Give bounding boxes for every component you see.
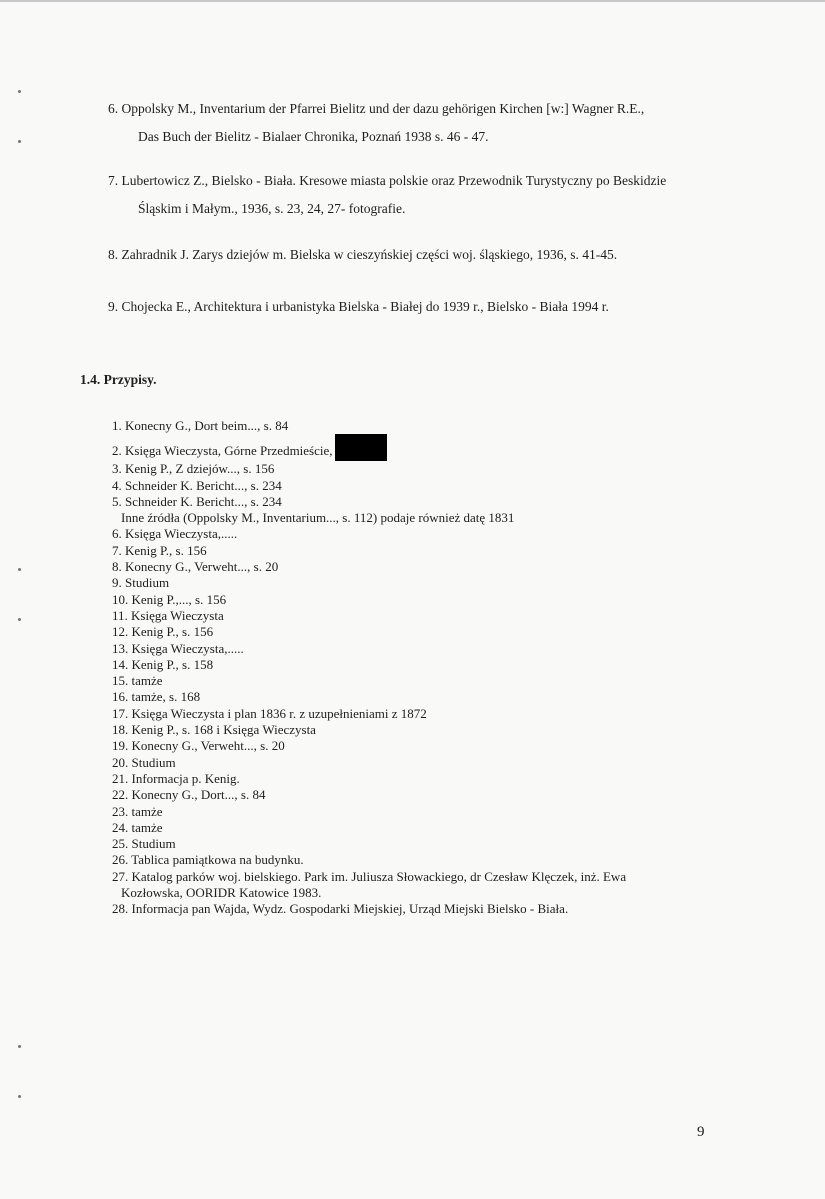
- footnote-item: [112, 804, 712, 820]
- footnote-item: [112, 771, 712, 787]
- footnote-item: [112, 418, 712, 434]
- footnote-item: [112, 592, 712, 608]
- footnote-item: [112, 673, 712, 689]
- footnote-text: 10. Kenig P.,..., s. 156: [112, 591, 227, 607]
- footnote-text: 27. Katalog parków woj. bielskiego. Park im. Juliusza Słowackiego, dr Czesław Klęczek, inż. Ewa: [112, 868, 627, 884]
- scan-speck: [18, 90, 21, 93]
- footnote-item: [112, 787, 712, 803]
- bibliography-line: 8. Zahradnik J. Zarys dziejów m. Bielska w cieszyńskiej części woj. śląskiego, 1936, s. 41-45.: [108, 247, 618, 262]
- footnote-text: 19. Konecny G., Verweht..., s. 20: [112, 738, 285, 754]
- footnote-text: 26. Tablica pamiątkowa na budynku.: [112, 852, 304, 868]
- footnote-text: 1. Konecny G., Dort beim..., s. 84: [112, 418, 289, 433]
- footnote-text: 21. Informacja p. Kenig.: [112, 770, 240, 786]
- bibliography-entry-7: [108, 171, 748, 219]
- footnote-item: [112, 820, 712, 836]
- footnote-text: 7. Kenig P., s. 156: [112, 542, 207, 558]
- scan-speck: [18, 618, 21, 621]
- bibliography-entry-6: [108, 99, 748, 147]
- footnote-item: [112, 494, 712, 510]
- footnote-text: 16. tamże, s. 168: [112, 689, 201, 705]
- footnote-item: [112, 657, 712, 673]
- bibliography-entry-8: [108, 245, 748, 265]
- footnote-text: 11. Księga Wieczysta: [112, 607, 224, 623]
- footnote-text: 28. Informacja pan Wajda, Wydz. Gospodarki Miejskiej, Urząd Miejski Bielsko - Biała.: [112, 901, 569, 917]
- footnote-text: 23. tamże: [112, 803, 163, 819]
- footnote-item: [112, 738, 712, 754]
- footnote-item: [112, 901, 712, 917]
- footnote-item-continued: [112, 510, 712, 526]
- footnote-text: Inne źródła (Oppolsky M., Inventarium..., s. 112) podaje również datę 1831: [121, 510, 515, 526]
- footnote-text: 18. Kenig P., s. 168 i Księga Wieczysta: [112, 722, 316, 738]
- footnote-item: [112, 722, 712, 738]
- scan-speck: [18, 1045, 21, 1048]
- footnote-text: 2. Księga Wieczysta, Górne Przedmieście,: [112, 443, 333, 459]
- footnote-item: [112, 624, 712, 640]
- footnote-item: [112, 641, 712, 657]
- footnote-item: [112, 575, 712, 591]
- footnote-text: 25. Studium: [112, 836, 176, 852]
- footnote-item-continued: [112, 885, 712, 901]
- footnotes-list: [112, 418, 712, 918]
- scan-speck: [18, 140, 21, 143]
- footnote-item: [112, 434, 712, 461]
- bibliography-line-continued: Śląskim i Małym., 1936, s. 23, 24, 27- fotografie.: [138, 201, 406, 216]
- scan-speck: [18, 568, 21, 571]
- section-title: 1.4. Przypisy.: [80, 372, 157, 387]
- footnote-item: [112, 689, 712, 705]
- footnote-text: 3. Kenig P., Z dziejów..., s. 156: [112, 461, 275, 477]
- footnote-item: [112, 836, 712, 852]
- footnote-text: 20. Studium: [112, 754, 176, 770]
- footnote-text: 24. tamże: [112, 819, 163, 835]
- bibliography-entry-9: [108, 297, 748, 317]
- footnote-item: [112, 543, 712, 559]
- page-number: 9: [697, 1124, 705, 1140]
- footnote-item: [112, 706, 712, 722]
- scan-speck: [18, 1095, 21, 1098]
- footnote-text: 6. Księga Wieczysta,.....: [112, 526, 238, 542]
- bibliography-line: 6. Oppolsky M., Inventarium der Pfarrei Bielitz und der dazu gehörigen Kirchen [w:] Wagner R.E.,: [108, 101, 645, 116]
- footnote-text: 15. tamże: [112, 673, 163, 689]
- footnote-text: Kozłowska, OORIDR Katowice 1983.: [121, 885, 322, 901]
- footnote-text: 8. Konecny G., Verweht..., s. 20: [112, 559, 279, 575]
- footnote-text: 4. Schneider K. Bericht..., s. 234: [112, 477, 282, 493]
- footnote-item: [112, 461, 712, 477]
- footnote-item: [112, 852, 712, 868]
- footnote-item: [112, 478, 712, 494]
- footnote-item: [112, 869, 712, 885]
- footnote-item: [112, 755, 712, 771]
- footnote-text: 14. Kenig P., s. 158: [112, 656, 214, 672]
- footnote-text: 17. Księga Wieczysta i plan 1836 r. z uzupełnieniami z 1872: [112, 705, 427, 721]
- footnote-item: [112, 559, 712, 575]
- footnote-text: 12. Kenig P., s. 156: [112, 624, 214, 640]
- footnote-item: [112, 608, 712, 624]
- footnote-text: 13. Księga Wieczysta,.....: [112, 640, 244, 656]
- page-top-edge: [0, 0, 825, 2]
- bibliography-line: 7. Lubertowicz Z., Bielsko - Biała. Kresowe miasta polskie oraz Przewodnik Turystyczny po Beskidzie: [108, 173, 667, 188]
- bibliography-line-continued: Das Buch der Bielitz - Bialaer Chronika, Poznań 1938 s. 46 - 47.: [138, 129, 489, 144]
- footnote-item: [112, 526, 712, 542]
- redaction-block: [335, 434, 387, 461]
- bibliography-line: 9. Chojecka E., Architektura i urbanistyka Bielska - Białej do 1939 r., Bielsko - Biała 1994 r.: [108, 299, 609, 314]
- footnote-text: 9. Studium: [112, 575, 170, 591]
- footnote-text: 22. Konecny G., Dort..., s. 84: [112, 787, 266, 803]
- footnote-text: 5. Schneider K. Bericht..., s. 234: [112, 493, 282, 509]
